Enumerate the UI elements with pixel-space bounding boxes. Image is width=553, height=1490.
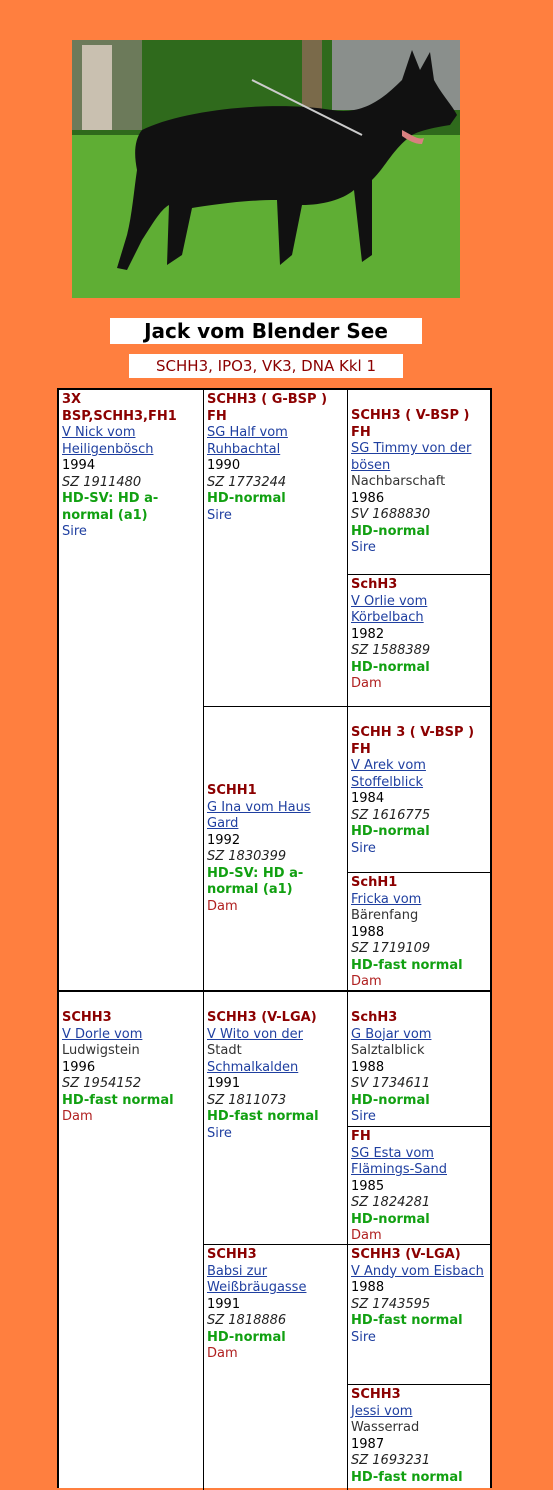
registration-number: SZ 1911480 xyxy=(62,474,142,490)
birth-year: 1988 xyxy=(351,924,385,940)
birth-year: 1990 xyxy=(207,458,241,473)
pedigree-cell-ssd xyxy=(347,574,490,706)
role-label: Sire xyxy=(351,540,376,555)
hd-rating: HD-fast normal xyxy=(351,957,463,973)
dog-link[interactable]: Jessi vom xyxy=(351,1403,413,1419)
hd-rating: HD-fast normal xyxy=(207,1109,319,1124)
role-label: Sire xyxy=(351,1109,376,1124)
role-label: Dam xyxy=(62,1109,93,1124)
pedigree-table xyxy=(57,388,492,1488)
birth-year: 1996 xyxy=(62,1059,96,1075)
role-label: Sire xyxy=(207,507,232,523)
dog-link[interactable]: G Bojar vom xyxy=(351,1026,432,1042)
dog-link[interactable]: SG Timmy von der bösen xyxy=(351,441,472,473)
registration-number: SZ 1743595 xyxy=(351,1296,431,1312)
cell-title: SCHH3 ( V-BSP ) FH xyxy=(351,408,470,440)
dog-link[interactable]: V Andy vom Eisbach xyxy=(351,1263,484,1279)
birth-year: 1992 xyxy=(207,832,241,848)
birth-year: 1994 xyxy=(62,458,96,473)
role-label: Sire xyxy=(62,524,87,539)
birth-year: 1988 xyxy=(351,1059,385,1075)
birth-year: 1982 xyxy=(351,626,385,642)
registration-number: SZ 1693231 xyxy=(351,1453,431,1468)
hd-rating: HD-normal xyxy=(207,1329,286,1345)
dog-link[interactable]: SG Half vom Ruhbachtal xyxy=(207,425,288,457)
cell-title: SCHH3 xyxy=(351,1387,401,1402)
role-label: Dam xyxy=(207,898,238,914)
role-label: Dam xyxy=(351,1228,382,1243)
kennel-name: Bärenfang xyxy=(351,908,419,923)
registration-number: SV 1734611 xyxy=(351,1076,431,1091)
cell-title: FH xyxy=(351,1129,371,1144)
pedigree-cell-dds xyxy=(347,1244,490,1384)
registration-number: SZ 1830399 xyxy=(207,849,287,864)
dog-link[interactable]: V Nick vom Heiligenbösch xyxy=(62,425,154,457)
hd-rating: HD-normal xyxy=(351,659,430,675)
pedigree-cell-sdd xyxy=(347,872,490,990)
pedigree-cell-sire-dam xyxy=(203,706,347,990)
dog-photo xyxy=(72,40,460,298)
dog-link[interactable]: SG Esta vom Flämings-Sand xyxy=(351,1145,447,1177)
kennel-name: Ludwigstein xyxy=(62,1043,140,1058)
hd-rating: HD-normal xyxy=(207,491,286,506)
hd-rating: HD-fast normal xyxy=(62,1092,174,1108)
birth-year: 1986 xyxy=(351,490,385,506)
pedigree-cell-sire-sire xyxy=(203,390,347,706)
registration-number: SZ 1616775 xyxy=(351,807,431,823)
cell-title: SchH3 xyxy=(351,1010,398,1025)
registration-number: SZ 1811073 xyxy=(207,1092,287,1108)
registration-number: SV 1688830 xyxy=(351,507,431,522)
cell-title: SCHH3 xyxy=(207,1247,257,1262)
birth-year: 1985 xyxy=(351,1178,385,1194)
role-label: Sire xyxy=(207,1125,232,1141)
dog-link[interactable]: Fricka vom xyxy=(351,891,422,907)
cell-title: SCHH3 (V-LGA) xyxy=(351,1247,461,1262)
dog-link[interactable]: V Arek vom Stoffelblick xyxy=(351,758,426,790)
dog-link[interactable]: V Wito von der xyxy=(207,1026,304,1042)
pedigree-cell-sds xyxy=(347,706,490,872)
birth-year: 1984 xyxy=(351,791,385,806)
cell-title: 3X BSP,SCHH3,FH1 xyxy=(62,392,177,424)
pedigree-cell-dsd xyxy=(347,1126,490,1244)
registration-number: SZ 1719109 xyxy=(351,941,431,956)
registration-number: SZ 1773244 xyxy=(207,474,287,490)
cell-title: SCHH3 (V-LGA) xyxy=(207,1010,317,1025)
hd-rating: HD-normal xyxy=(351,523,430,539)
role-label: Dam xyxy=(207,1346,238,1361)
cell-title: SCHH1 xyxy=(207,783,257,798)
pedigree-cell-dam xyxy=(59,990,203,1490)
kennel-name: Wasserrad xyxy=(351,1420,420,1435)
cell-title: SchH3 xyxy=(351,577,398,592)
dog-photo-illustration xyxy=(72,40,460,298)
cell-title: SchH1 xyxy=(351,875,398,890)
hd-rating: HD-normal xyxy=(351,1211,430,1227)
registration-number: SZ 1954152 xyxy=(62,1076,142,1091)
role-label: Dam xyxy=(351,676,382,691)
registration-number: SZ 1588389 xyxy=(351,643,431,658)
birth-year: 1988 xyxy=(351,1280,385,1295)
birth-year: 1991 xyxy=(207,1076,241,1091)
birth-year: 1987 xyxy=(351,1436,385,1452)
role-label: Sire xyxy=(351,840,376,856)
pedigree-cell-ddd xyxy=(347,1384,490,1490)
pedigree-cell-dam-sire xyxy=(203,990,347,1244)
kennel-name: Nachbarschaft xyxy=(351,474,446,489)
cell-title: SCHH 3 ( V-BSP ) FH xyxy=(351,725,475,757)
cell-title: SCHH3 ( G-BSP ) FH xyxy=(207,392,328,424)
hd-rating: HD-normal xyxy=(351,1092,430,1108)
dog-titles-subtitle: SCHH3, IPO3, VK3, DNA Kkl 1 xyxy=(129,354,403,378)
birth-year: 1991 xyxy=(207,1296,241,1312)
kennel-name: Stadt xyxy=(207,1043,242,1058)
dog-name-title: Jack vom Blender See xyxy=(110,318,422,344)
role-label: Dam xyxy=(351,974,382,989)
kennel-name: Salztalblick xyxy=(351,1043,425,1058)
pedigree-cell-sss xyxy=(347,390,490,574)
dog-link[interactable]: V Orlie vom Körbelbach xyxy=(351,593,428,625)
hd-rating: HD-SV: HD a-normal (a1) xyxy=(207,865,304,897)
dog-link[interactable]: V Dorle vom xyxy=(62,1026,143,1042)
hd-rating: HD-fast normal xyxy=(351,1469,463,1485)
hd-rating: HD-SV: HD a-normal (a1) xyxy=(62,491,159,523)
dog-link[interactable]: Schmalkalden xyxy=(207,1059,299,1075)
role-label: Sire xyxy=(351,1329,376,1345)
registration-number: SZ 1824281 xyxy=(351,1195,431,1210)
pedigree-cell-dss xyxy=(347,990,490,1126)
hd-rating: HD-normal xyxy=(351,824,430,839)
cell-title: SCHH3 xyxy=(62,1010,112,1025)
registration-number: SZ 1818886 xyxy=(207,1313,287,1328)
dog-link[interactable]: G Ina vom Haus Gard xyxy=(207,799,311,831)
pedigree-cell-dam-dam xyxy=(203,1244,347,1490)
dog-link[interactable]: Babsi zur Weißbräugasse xyxy=(207,1263,307,1295)
hd-rating: HD-fast normal xyxy=(351,1313,463,1328)
pedigree-cell-sire xyxy=(59,390,203,990)
